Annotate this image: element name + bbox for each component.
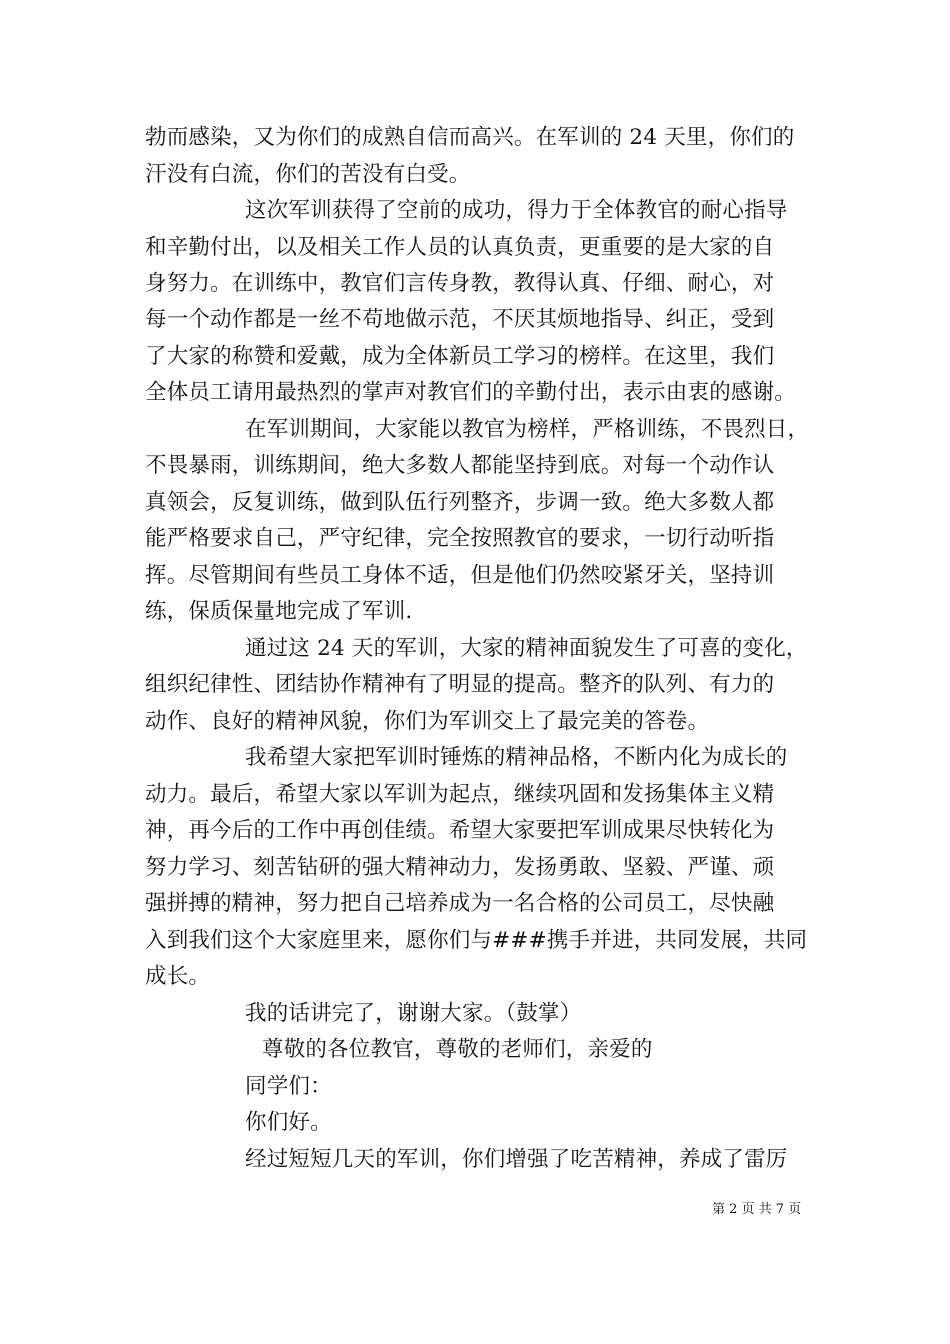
text-line: 不畏暴雨，训练期间，绝大多数人都能坚持到底。对每一个动作认 (145, 453, 775, 478)
paragraph-start-line: 我希望大家把军训时锤炼的精神品格，不断内化为成长的 (245, 745, 788, 770)
text-line: 身努力。在训练中，教官们言传身教，教得认真、仔细、耐心，对 (145, 271, 775, 296)
text-line: 挥。尽管期间有些员工身体不适，但是他们仍然咬紧牙关，坚持训 (145, 563, 775, 588)
text-line: 汗没有白流，你们的苦没有白受。 (145, 162, 471, 187)
text-line: 每一个动作都是一丝不苟地做示范，不厌其烦地指导、纠正，受到 (145, 307, 775, 332)
paragraph-start-line: 这次军训获得了空前的成功，得力于全体教官的耐心指导 (245, 198, 788, 223)
greeting-line: 同学们： (245, 1074, 332, 1099)
greeting-line: 你们好。 (245, 1110, 332, 1135)
page-number-footer: 第 2 页 共 7 页 (712, 1202, 802, 1217)
text-line: 动作、良好的精神风貌，你们为军训交上了最完美的答卷。 (145, 709, 710, 734)
text-line: 神，再今后的工作中再创佳绩。希望大家要把军训成果尽快转化为 (145, 818, 775, 843)
text-line: 动力。最后，希望大家以军训为起点，继续巩固和发扬集体主义精 (145, 782, 775, 807)
text-line: 和辛勤付出，以及相关工作人员的认真负责，更重要的是大家的自 (145, 235, 775, 260)
text-line: 努力学习、刻苦钻研的强大精神动力，发扬勇敢、坚毅、严谨、顽 (145, 855, 775, 880)
paragraph-start-line: 通过这 24 天的军训，大家的精神面貌发生了可喜的变化， (245, 636, 808, 661)
text-line: 真领会，反复训练，做到队伍行列整齐，步调一致。绝大多数人都 (145, 490, 775, 515)
text-line: 入到我们这个大家庭里来，愿你们与###携手并进，共同发展，共同 (145, 928, 808, 953)
text-line: 强拼搏的精神，努力把自己培养成为一名合格的公司员工，尽快融 (145, 891, 775, 916)
text-line: 练，保质保量地完成了军训. (145, 599, 413, 624)
text-line: 了大家的称赞和爱戴，成为全体新员工学习的榜样。在这里，我们 (145, 344, 775, 369)
closing-line: 我的话讲完了，谢谢大家。（鼓掌） (245, 1001, 582, 1026)
text-line: 能严格要求自己，严守纪律，完全按照教官的要求，一切行动听指 (145, 526, 775, 551)
paragraph-start-line: 在军训期间，大家能以教官为榜样，严格训练，不畏烈日， (245, 417, 810, 442)
text-line: 组织纪律性、团结协作精神有了明显的提高。整齐的队列、有力的 (145, 672, 775, 697)
text-line: 全体员工请用最热烈的掌声对教官们的辛勤付出，表示由衷的感谢。 (145, 380, 797, 405)
greeting-line: 尊敬的各位教官，尊敬的老师们，亲爱的 (262, 1037, 653, 1062)
text-line: 经过短短几天的军训，你们增强了吃苦精神，养成了雷厉 (245, 1147, 788, 1172)
text-line: 勃而感染，又为你们的成熟自信而高兴。在军训的 24 天里，你们的 (145, 125, 795, 150)
text-line: 成长。 (145, 964, 211, 989)
